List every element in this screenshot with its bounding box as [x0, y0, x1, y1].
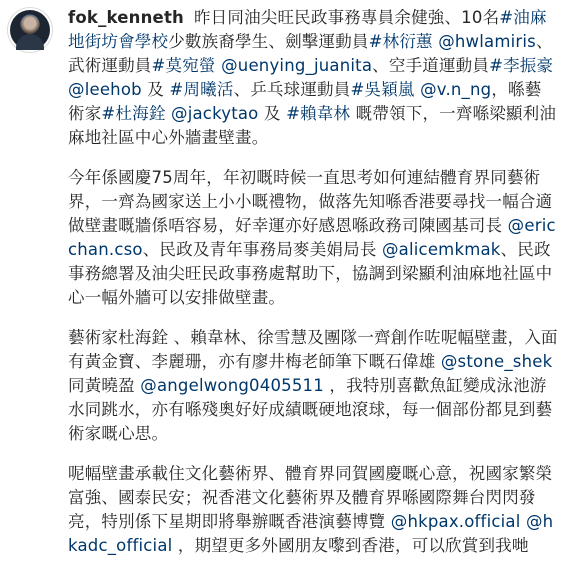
hashtag-link[interactable]: #杜海銓	[101, 104, 166, 123]
hashtag-link[interactable]: #吳穎嵐	[350, 80, 415, 99]
avatar-body	[16, 34, 44, 50]
caption-paragraph	[68, 462, 558, 558]
avatar[interactable]	[10, 10, 50, 50]
mention-link[interactable]: @hkpax.official	[390, 512, 521, 531]
caption-text: 、民政及青年事務局麥美娟局長	[142, 240, 382, 259]
avatar-face	[21, 16, 39, 34]
caption-text: 呢幅壁畫承載住文化藝術界、體育界同賀國慶嘅心意，祝國家繁榮富強、國泰民安；祝香港文化藝術界及體育界喺國際舞台閃閃發亮，特別係下星期即將舉辦嘅香港演藝博覽	[68, 464, 553, 531]
mention-link[interactable]: @ericchan.cso	[68, 216, 556, 259]
caption-text: 及	[141, 80, 170, 99]
caption-text: ，期望更多外國朋友嚟到香港，可以欣賞到我哋	[172, 536, 529, 555]
caption-text: 及	[258, 104, 287, 123]
mention-link[interactable]: @jackytao	[171, 104, 259, 123]
caption-paragraph	[68, 326, 558, 446]
mention-link[interactable]: @hwlamiris	[438, 32, 536, 51]
mention-link[interactable]: @leehob	[68, 80, 142, 99]
hashtag-link[interactable]: #周曦活	[169, 80, 234, 99]
caption-text: 、乒乓球運動員	[233, 80, 351, 99]
caption-text: 同黃曉盈	[68, 376, 141, 395]
mention-link[interactable]: @angelwong0405511	[140, 376, 324, 395]
post-caption	[68, 6, 558, 574]
caption-text: 少數族裔學生、劍擊運動員	[168, 32, 369, 51]
caption-text: 藝術家杜海銓 、賴韋林、徐雪慧及團隊一齊創作咗呢幅壁畫，入面有黃金寶、李麗珊，亦有廖井梅老師筆下嘅石偉雄	[68, 328, 558, 371]
mention-link[interactable]: @stone_shek	[440, 352, 553, 371]
hashtag-link[interactable]: #林衍蕙	[368, 32, 433, 51]
hashtag-link[interactable]: #莫宛螢	[151, 56, 216, 75]
caption-text: 、空手道運動員	[372, 56, 490, 75]
caption-paragraph	[68, 6, 558, 150]
caption-text: 、武術運動員	[68, 32, 553, 75]
caption-text: 昨日同油尖旺民政事務專員余健強、10名	[193, 8, 500, 27]
hashtag-link[interactable]: #賴韋林	[286, 104, 351, 123]
caption-text: ，喺藝術家	[68, 80, 542, 123]
username-link[interactable]: fok_kenneth	[68, 8, 184, 27]
mention-link[interactable]: @uenying_juanita	[221, 56, 373, 75]
caption-text: ，我特別喜歡魚缸變成泳池游水同跳水，亦有喺殘奧好好成績嘅硬地滾球，每一個部份都見到藝術家嘅心思。	[68, 376, 553, 443]
mention-link[interactable]: @v.n_ng	[420, 80, 492, 99]
mention-link[interactable]: @hkadc_official	[68, 512, 554, 555]
hashtag-link[interactable]: #油麻地街坊會學校	[68, 8, 547, 51]
mention-link[interactable]: @alicemkmak	[381, 240, 501, 259]
caption-text: 今年係國慶75周年，年初嘅時候一直思考如何連結體育界同藝術界，一齊為國家送上小小嘅禮物，做落先知喺香港要尋找一幅合適做壁畫嘅牆係唔容易，好幸運亦好感恩喺政務司陳國基司長	[68, 168, 553, 235]
caption-paragraph	[68, 166, 558, 310]
caption-text: 、民政事務總署及油尖旺民政事務處幫助下，協調到梁顯利油麻地社區中心一幅外牆可以安排做壁畫。	[68, 240, 553, 307]
hashtag-link[interactable]: #李振豪	[489, 56, 554, 75]
caption-text: 嘅帶領下，一齊喺梁顯利油麻地社區中心外牆畫壁畫。	[68, 104, 557, 147]
